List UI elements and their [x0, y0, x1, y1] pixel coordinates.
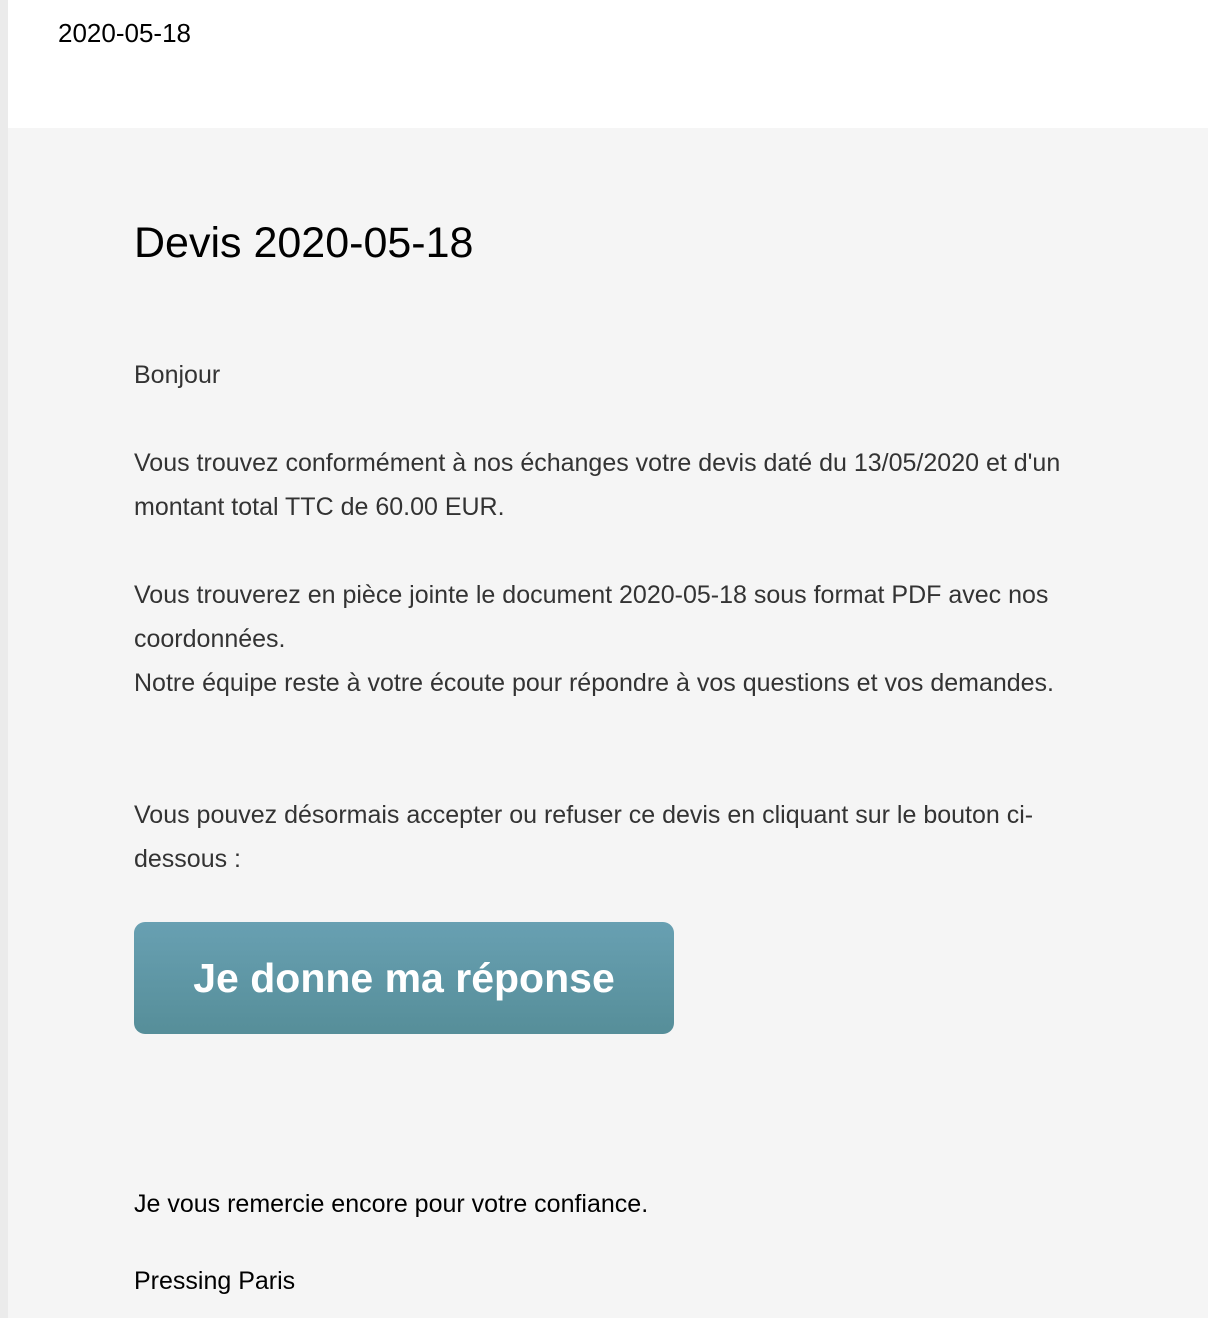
quote-amount-text: Vous trouvez conformément à nos échanges votre devis daté du 13/05/2020 et d'un montant total TTC de 60.00 EUR.	[134, 449, 1061, 521]
respond-button[interactable]: Je donne ma réponse	[134, 922, 674, 1034]
thanks-text: Je vous remercie encore pour votre confiance.	[134, 1190, 649, 1218]
header-date: 2020-05-18	[58, 18, 191, 48]
attachment-text: Vous trouverez en pièce jointe le document 2020-05-18 sous format PDF avec nos coordonnées.	[134, 581, 1049, 653]
accept-instructions-text: Vous pouvez désormais accepter ou refuser ce devis en cliquant sur le bouton ci-dessous :	[134, 801, 1034, 873]
left-edge-strip	[0, 0, 8, 1318]
greeting-text: Bonjour	[134, 361, 221, 389]
email-body	[8, 128, 1208, 1318]
attachment-paragraph	[134, 573, 1094, 705]
signature: Pressing Paris	[134, 1267, 296, 1295]
team-availability-text: Notre équipe reste à votre écoute pour répondre à vos questions et vos demandes.	[134, 669, 1055, 697]
email-title: Devis 2020-05-18	[134, 219, 474, 267]
email-header	[8, 0, 1208, 128]
